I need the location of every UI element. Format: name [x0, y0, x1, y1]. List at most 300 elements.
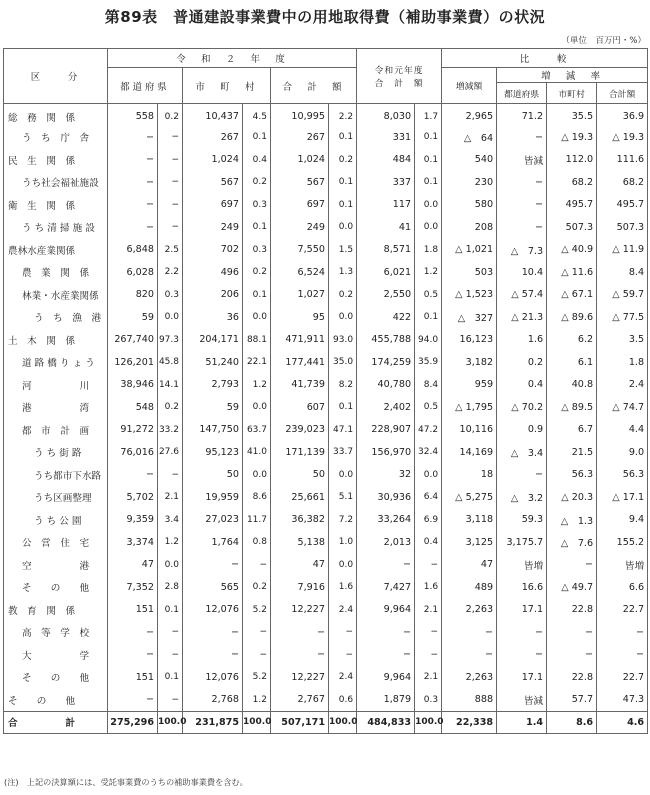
cell-r-muni: △ 49.7 [547, 576, 597, 599]
cell-total-pct: 0.6 [329, 689, 357, 712]
cell-muni-pct: 5.2 [243, 666, 271, 689]
row-label [4, 644, 108, 667]
table-row [4, 419, 648, 442]
cell-diff: 3,118 [442, 509, 497, 532]
cell-muni: 565 [183, 576, 243, 599]
cell-r-pref: − [497, 216, 547, 239]
cell-total: 607 [271, 396, 329, 419]
cell-pref: 151 [108, 666, 158, 689]
row-label-text: うち区画整理 [34, 493, 92, 505]
cell-r-total: 6.6 [597, 576, 648, 599]
cell-total: 567 [271, 171, 329, 194]
cell-r-muni: 40.8 [547, 374, 597, 397]
cell-total: 12,227 [271, 666, 329, 689]
cell-diff: 2,263 [442, 666, 497, 689]
cell-prev: 331 [357, 126, 415, 149]
cell-total-pct: 8.2 [329, 374, 357, 397]
cell-prev-pct: 2.1 [415, 666, 442, 689]
row-label-text: 港 湾 [22, 403, 90, 415]
cell-r-pref: △ 7.3 [497, 239, 547, 262]
cell-pref: − [108, 621, 158, 644]
header-kubun: 区 分 [4, 49, 108, 104]
table-row [4, 171, 648, 194]
cell-muni-pct: 0.3 [243, 239, 271, 262]
cell-pref-pct: 2.5 [158, 239, 183, 262]
row-label-text: 土 木 関 係 [8, 335, 76, 347]
row-label [4, 486, 108, 509]
cell-muni-pct: 0.0 [243, 464, 271, 487]
cell-diff: 230 [442, 171, 497, 194]
cell-total: 47 [271, 554, 329, 577]
table-row [4, 104, 648, 127]
cell-prev: 7,427 [357, 576, 415, 599]
cell-diff: 540 [442, 149, 497, 172]
cell-total-pct: 1.6 [329, 576, 357, 599]
cell-muni: 10,437 [183, 104, 243, 127]
table-body [4, 104, 648, 734]
cell-muni: 2,768 [183, 689, 243, 712]
cell-r-total: 507.3 [597, 216, 648, 239]
row-label-text: う ち 漁 港 [34, 313, 102, 325]
row-label-text: 河 川 [22, 380, 90, 392]
cell-diff: △ 1,021 [442, 239, 497, 262]
cell-muni-pct: 0.2 [243, 261, 271, 284]
cell-r-muni: 56.3 [547, 464, 597, 487]
cell-total: 36,382 [271, 509, 329, 532]
cell-r-muni: 6.2 [547, 329, 597, 352]
cell-total-pct: 5.1 [329, 486, 357, 509]
cell-total-pct: − [329, 621, 357, 644]
cell-r-muni: 6.7 [547, 419, 597, 442]
cell-pref: 76,016 [108, 441, 158, 464]
cell-total-pct: − [329, 644, 357, 667]
cell-muni: − [183, 554, 243, 577]
cell-total: 1,027 [271, 284, 329, 307]
cell-diff: △ 1,523 [442, 284, 497, 307]
row-label-text: 大 学 [22, 650, 90, 662]
cell-pref: − [108, 689, 158, 712]
cell-muni-pct: 0.3 [243, 194, 271, 217]
cell-r-total: 111.6 [597, 149, 648, 172]
cell-muni-pct: 22.1 [243, 351, 271, 374]
cell-total-pct: 0.1 [329, 396, 357, 419]
cell-prev-pct: − [415, 621, 442, 644]
cell-pref-pct: − [158, 194, 183, 217]
row-label-text: 都 市 計 画 [22, 425, 90, 437]
cell-diff: 47 [442, 554, 497, 577]
cell-r-muni: 35.5 [547, 104, 597, 127]
cell-pref: 5,702 [108, 486, 158, 509]
cell-diff: − [442, 621, 497, 644]
cell-prev-pct: 100.0 [415, 711, 442, 734]
cell-pref-pct: 33.2 [158, 419, 183, 442]
cell-r-muni: 68.2 [547, 171, 597, 194]
cell-r-pref: △ 3.4 [497, 441, 547, 464]
cell-total: 177,441 [271, 351, 329, 374]
cell-pref-pct: 97.3 [158, 329, 183, 352]
cell-r-total: △ 77.5 [597, 306, 648, 329]
table-row [4, 306, 648, 329]
cell-diff: 888 [442, 689, 497, 712]
table-row [4, 239, 648, 262]
cell-r-muni: △ 19.3 [547, 126, 597, 149]
cell-r-pref: − [497, 171, 547, 194]
cell-r-muni: 8.6 [547, 711, 597, 734]
cell-prev: − [357, 554, 415, 577]
row-label [4, 509, 108, 532]
cell-prev: 337 [357, 171, 415, 194]
cell-r-total: 47.3 [597, 689, 648, 712]
cell-total-pct: 1.5 [329, 239, 357, 262]
cell-total-pct: 0.0 [329, 554, 357, 577]
cell-diff: 959 [442, 374, 497, 397]
cell-muni: 567 [183, 171, 243, 194]
cell-muni-pct: 4.5 [243, 104, 271, 127]
cell-r-muni: △ 7.6 [547, 531, 597, 554]
cell-prev: 228,907 [357, 419, 415, 442]
table-row [4, 644, 648, 667]
row-label-text: 合 計 [8, 718, 76, 730]
cell-pref-pct: 0.2 [158, 104, 183, 127]
cell-prev: 30,936 [357, 486, 415, 509]
cell-muni-pct: 0.8 [243, 531, 271, 554]
cell-pref: − [108, 216, 158, 239]
cell-total-pct: 1.0 [329, 531, 357, 554]
cell-r-muni: △ 67.1 [547, 284, 597, 307]
cell-muni-pct: − [243, 554, 271, 577]
cell-prev: 484 [357, 149, 415, 172]
cell-diff: 22,338 [442, 711, 497, 734]
row-label-text: そ の 他 [8, 695, 76, 707]
footnote: (注) 上記の決算額には、受託事業費のうちの補助事業費を含む。 [4, 777, 248, 787]
cell-pref-pct: 100.0 [158, 711, 183, 734]
cell-muni: 12,076 [183, 666, 243, 689]
row-label [4, 239, 108, 262]
cell-r-muni: △ 20.3 [547, 486, 597, 509]
header-rate-shichoson: 市町村 [547, 83, 597, 104]
cell-prev: 484,833 [357, 711, 415, 734]
cell-muni-pct: − [243, 644, 271, 667]
cell-r-pref: △ 57.4 [497, 284, 547, 307]
table-row [4, 531, 648, 554]
cell-r-total: △ 19.3 [597, 126, 648, 149]
cell-prev-pct: 0.0 [415, 216, 442, 239]
cell-pref: − [108, 171, 158, 194]
row-label-text: 民 生 関 係 [8, 155, 76, 167]
cell-pref-pct: 0.1 [158, 599, 183, 622]
cell-prev-pct: 0.0 [415, 194, 442, 217]
row-label [4, 531, 108, 554]
cell-prev-pct: − [415, 644, 442, 667]
cell-prev-pct: 0.5 [415, 396, 442, 419]
cell-r-total: 8.4 [597, 261, 648, 284]
cell-pref-pct: 2.1 [158, 486, 183, 509]
cell-muni: − [183, 644, 243, 667]
row-label [4, 464, 108, 487]
cell-pref-pct: − [158, 149, 183, 172]
cell-muni-pct: 0.0 [243, 306, 271, 329]
cell-total: 1,024 [271, 149, 329, 172]
header-zogenritsu: 増 減 率 [497, 68, 648, 83]
cell-pref: 126,201 [108, 351, 158, 374]
header-shichoson: 市 町 村 [183, 68, 271, 104]
cell-total-pct: 2.4 [329, 599, 357, 622]
cell-muni: 50 [183, 464, 243, 487]
header-gokei: 合 計 額 [271, 68, 357, 104]
cell-r-pref: 1.6 [497, 329, 547, 352]
cell-muni-pct: 5.2 [243, 599, 271, 622]
cell-pref: − [108, 126, 158, 149]
cell-total: 12,227 [271, 599, 329, 622]
row-label [4, 419, 108, 442]
table-row [4, 351, 648, 374]
cell-total-pct: 33.7 [329, 441, 357, 464]
cell-diff: 2,263 [442, 599, 497, 622]
cell-prev: 117 [357, 194, 415, 217]
cell-total-pct: 1.3 [329, 261, 357, 284]
cell-r-muni: 495.7 [547, 194, 597, 217]
cell-muni: 12,076 [183, 599, 243, 622]
cell-pref-pct: 0.1 [158, 666, 183, 689]
cell-muni-pct: − [243, 621, 271, 644]
cell-r-total: △ 11.9 [597, 239, 648, 262]
cell-muni-pct: 1.2 [243, 374, 271, 397]
cell-diff: △ 327 [442, 306, 497, 329]
cell-r-pref: − [497, 644, 547, 667]
cell-prev-pct: 0.4 [415, 531, 442, 554]
cell-muni: 249 [183, 216, 243, 239]
cell-r-pref: 皆増 [497, 554, 547, 577]
cell-prev: 6,021 [357, 261, 415, 284]
cell-total-pct: 93.0 [329, 329, 357, 352]
cell-pref: 7,352 [108, 576, 158, 599]
row-label [4, 554, 108, 577]
cell-prev: 455,788 [357, 329, 415, 352]
cell-prev-pct: 0.1 [415, 306, 442, 329]
row-label [4, 621, 108, 644]
cell-r-pref: 0.4 [497, 374, 547, 397]
cell-prev-pct: 1.7 [415, 104, 442, 127]
cell-prev-pct: 0.5 [415, 284, 442, 307]
cell-prev: 33,264 [357, 509, 415, 532]
cell-total-pct: 35.0 [329, 351, 357, 374]
cell-pref-pct: − [158, 171, 183, 194]
cell-muni-pct: 8.6 [243, 486, 271, 509]
cell-pref-pct: − [158, 621, 183, 644]
cell-r-total: 4.6 [597, 711, 648, 734]
cell-pref-pct: 14.1 [158, 374, 183, 397]
cell-muni: 95,123 [183, 441, 243, 464]
cell-total: 267 [271, 126, 329, 149]
cell-pref-pct: 45.8 [158, 351, 183, 374]
cell-r-pref: − [497, 194, 547, 217]
row-label-text: う ち 庁 舎 [22, 133, 90, 145]
cell-total-pct: 0.1 [329, 171, 357, 194]
cell-pref: − [108, 149, 158, 172]
cell-r-muni: − [547, 621, 597, 644]
cell-r-muni: △ 89.5 [547, 396, 597, 419]
page-title: 第89表 普通建設事業費中の用地取得費（補助事業費）の状況 [104, 8, 546, 26]
cell-muni: 206 [183, 284, 243, 307]
cell-muni: 697 [183, 194, 243, 217]
cell-r-muni: 112.0 [547, 149, 597, 172]
row-label-text: 道 路 橋 り ょ う [22, 358, 95, 370]
cell-pref-pct: 0.2 [158, 396, 183, 419]
cell-pref: 3,374 [108, 531, 158, 554]
cell-r-muni: 21.5 [547, 441, 597, 464]
cell-muni-pct: 0.1 [243, 216, 271, 239]
cell-muni: 267 [183, 126, 243, 149]
cell-diff: 14,169 [442, 441, 497, 464]
cell-r-total: 68.2 [597, 171, 648, 194]
cell-total-pct: 0.0 [329, 464, 357, 487]
cell-r-muni: △ 1.3 [547, 509, 597, 532]
cell-muni-pct: 88.1 [243, 329, 271, 352]
row-label-text: そ の 他 [22, 673, 90, 685]
cell-total: 249 [271, 216, 329, 239]
table-row [4, 149, 648, 172]
cell-total-pct: 0.1 [329, 194, 357, 217]
cell-r-pref: 皆減 [497, 689, 547, 712]
row-label-text: 林業・水産業関係 [22, 290, 99, 302]
row-label-text: 衛 生 関 係 [8, 200, 76, 212]
cell-prev-pct: 0.1 [415, 149, 442, 172]
cell-prev: 174,259 [357, 351, 415, 374]
cell-r-muni: 22.8 [547, 599, 597, 622]
cell-pref-pct: − [158, 216, 183, 239]
cell-r-total: 3.5 [597, 329, 648, 352]
table-row [4, 194, 648, 217]
row-label-text: うち都市下水路 [34, 470, 102, 482]
cell-muni-pct: 0.0 [243, 396, 271, 419]
cell-prev-pct: 0.1 [415, 171, 442, 194]
cell-prev-pct: 8.4 [415, 374, 442, 397]
cell-muni-pct: 63.7 [243, 419, 271, 442]
cell-r-muni: 57.7 [547, 689, 597, 712]
cell-total: 239,023 [271, 419, 329, 442]
cell-muni-pct: 0.2 [243, 576, 271, 599]
row-label-text: 教 育 関 係 [8, 605, 76, 617]
cell-pref-pct: − [158, 644, 183, 667]
cell-r-muni: △ 40.9 [547, 239, 597, 262]
cell-r-pref: − [497, 464, 547, 487]
table-row [4, 599, 648, 622]
cell-muni: − [183, 621, 243, 644]
cell-pref: 151 [108, 599, 158, 622]
cell-muni-pct: 100.0 [243, 711, 271, 734]
table-row [4, 576, 648, 599]
cell-pref-pct: 2.2 [158, 261, 183, 284]
row-label [4, 261, 108, 284]
row-label-text: 高 等 学 校 [22, 628, 90, 640]
row-label-text: 公 営 住 宅 [22, 538, 90, 550]
cell-pref: 91,272 [108, 419, 158, 442]
cell-pref: − [108, 464, 158, 487]
cell-prev: 41 [357, 216, 415, 239]
cell-r-total: − [597, 621, 648, 644]
cell-muni-pct: 0.4 [243, 149, 271, 172]
cell-prev: 32 [357, 464, 415, 487]
cell-total-pct: 47.1 [329, 419, 357, 442]
cell-total-pct: 7.2 [329, 509, 357, 532]
cell-total-pct: 100.0 [329, 711, 357, 734]
cell-diff: 503 [442, 261, 497, 284]
cell-muni: 147,750 [183, 419, 243, 442]
cell-pref: 59 [108, 306, 158, 329]
cell-pref: 820 [108, 284, 158, 307]
cell-diff: 16,123 [442, 329, 497, 352]
table-row [4, 509, 648, 532]
cell-prev: − [357, 621, 415, 644]
row-label-text: う ち 街 路 [34, 448, 82, 460]
cell-pref-pct: 27.6 [158, 441, 183, 464]
cell-pref-pct: 0.3 [158, 284, 183, 307]
cell-r-muni: △ 89.6 [547, 306, 597, 329]
cell-r-pref: △ 70.2 [497, 396, 547, 419]
cell-total-pct: 0.0 [329, 216, 357, 239]
cell-total: − [271, 644, 329, 667]
cell-r-pref: 59.3 [497, 509, 547, 532]
cell-prev: 40,780 [357, 374, 415, 397]
row-label [4, 711, 108, 734]
row-label-text: そ の 他 [22, 583, 90, 595]
table-row [4, 464, 648, 487]
cell-r-pref: △ 3.2 [497, 486, 547, 509]
cell-total: 171,139 [271, 441, 329, 464]
cell-diff: △ 5,275 [442, 486, 497, 509]
cell-r-pref: 17.1 [497, 599, 547, 622]
table-row [4, 441, 648, 464]
row-label [4, 576, 108, 599]
cell-pref: 9,359 [108, 509, 158, 532]
cell-muni: 204,171 [183, 329, 243, 352]
cell-r-total: 155.2 [597, 531, 648, 554]
cell-muni: 496 [183, 261, 243, 284]
cell-diff: 18 [442, 464, 497, 487]
cell-total: 7,916 [271, 576, 329, 599]
cell-r-total: 4.4 [597, 419, 648, 442]
cell-total: 7,550 [271, 239, 329, 262]
cell-pref-pct: − [158, 689, 183, 712]
cell-r-total: △ 59.7 [597, 284, 648, 307]
cell-muni: 1,024 [183, 149, 243, 172]
cell-total: 471,911 [271, 329, 329, 352]
row-label [4, 194, 108, 217]
cell-pref: 267,740 [108, 329, 158, 352]
cell-r-total: 36.9 [597, 104, 648, 127]
cell-prev: 2,550 [357, 284, 415, 307]
cell-muni: 1,764 [183, 531, 243, 554]
row-label [4, 171, 108, 194]
cell-r-pref: 皆減 [497, 149, 547, 172]
cell-diff: 10,116 [442, 419, 497, 442]
cell-total-pct: 2.2 [329, 104, 357, 127]
cell-prev-pct: 0.1 [415, 126, 442, 149]
cell-prev: 8,030 [357, 104, 415, 127]
table-row [4, 666, 648, 689]
cell-r-pref: 0.2 [497, 351, 547, 374]
cell-pref-pct: 3.4 [158, 509, 183, 532]
row-label [4, 396, 108, 419]
cell-r-pref: 3,175.7 [497, 531, 547, 554]
cell-r-pref: − [497, 621, 547, 644]
table-row [4, 374, 648, 397]
unit-note: （単位 百万円・%） [561, 36, 646, 46]
cell-r-total: △ 17.1 [597, 486, 648, 509]
cell-prev-pct: 1.8 [415, 239, 442, 262]
header-hikaku: 比 較 [442, 49, 648, 68]
cell-r-total: △ 74.7 [597, 396, 648, 419]
